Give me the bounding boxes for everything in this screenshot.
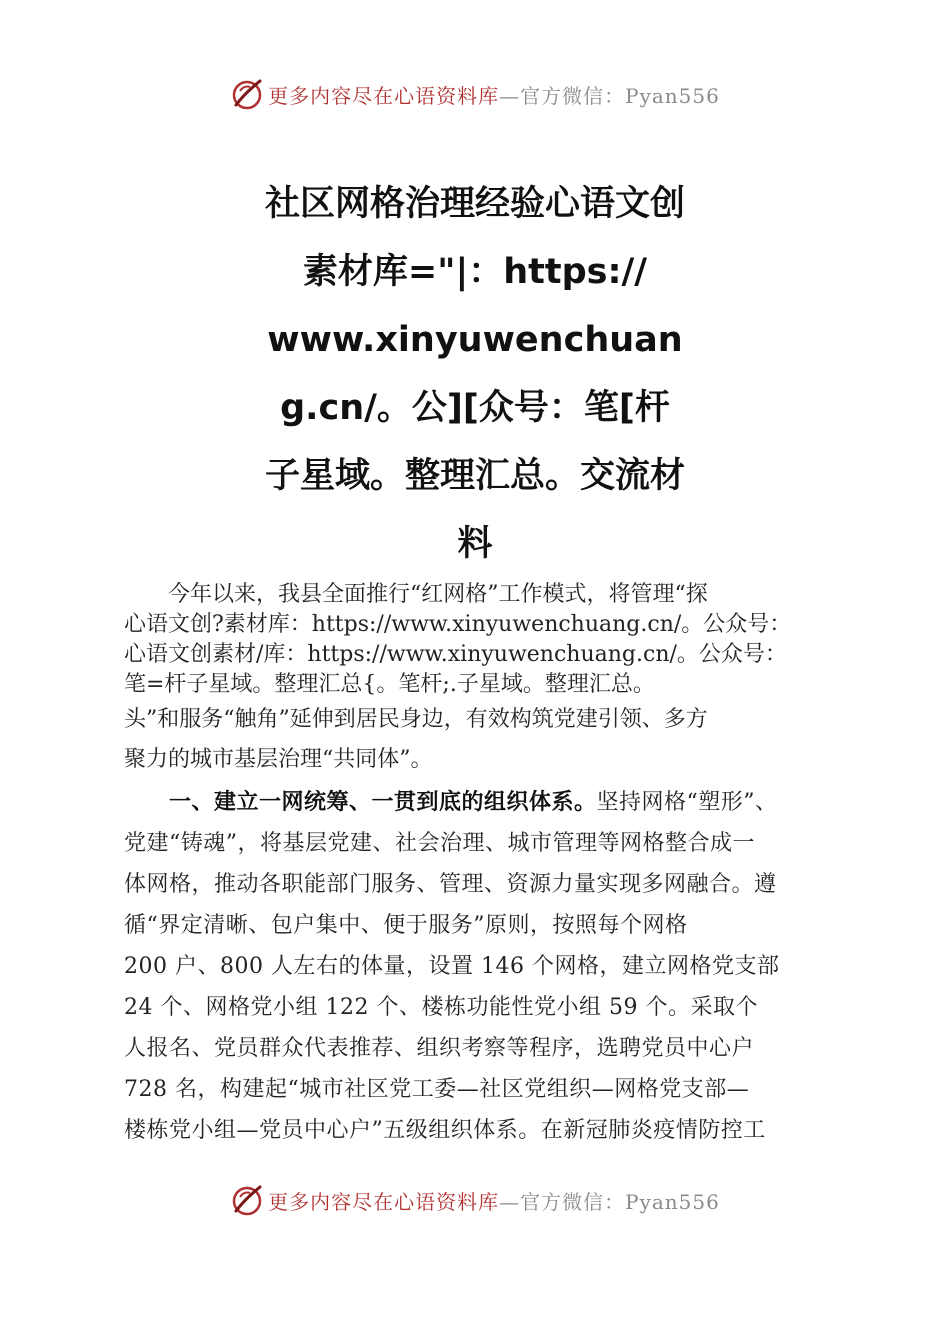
title-line: www.xinyuwenchuan [267,320,683,360]
intro-line: 聚力的城市基层治理“共同体”。 [124,747,433,772]
body-line: 24 个、网格党小组 122 个、楼栋功能性党小组 59 个。采取个 [124,995,758,1020]
section-text: 坚持网格“塑形”、 [596,790,778,815]
intro-line: 头”和服务“触角”延伸到居民身边，有效构筑党建引领、多方 [124,707,708,732]
intro-line: 心语文创素材/库：https://www.xinyuwenchuang.cn/。公众号： [124,642,787,667]
body-line: 728 名，构建起“城市社区党工委—社区党组织—网格党支部— [124,1077,750,1102]
section-heading: 一、建立一网统筹、一贯到底的组织体系。 [124,790,597,815]
intro-paragraph-continued [124,700,844,780]
banner-text [268,1186,720,1215]
brush-logo-icon [230,1183,264,1217]
body-line: 人报名、党员群众代表推荐、组织考察等程序，选聘党员中心户 [124,1036,755,1061]
section-1-first-line [124,782,844,823]
intro-paragraph [124,580,844,700]
banner-gray-text: —官方微信：Pyan556 [499,83,720,108]
intro-line: 心语文创?素材库：https://www.xinyuwenchuang.cn/。公众号： [124,612,792,637]
body-line: 200 户、800 人左右的体量，设置 146 个网格，建立网格党支部 [124,954,780,979]
brush-logo-icon [230,77,264,111]
body-line: 循“界定清晰、包户集中、便于服务”原则，按照每个网格 [124,913,688,938]
body-line: 党建“铸魂”，将基层党建、社会治理、城市管理等网格整合成一 [124,831,755,856]
banner-gray-text: —官方微信：Pyan556 [499,1189,720,1214]
section-1-paragraph [124,782,844,1151]
title-line: g.cn/。公][众号：笔[杆 [280,388,670,428]
footer-banner [0,1180,950,1220]
title-line: 料 [457,524,493,564]
title-line: 素材库="|：https:// [302,252,648,292]
intro-line: 笔=杆子星域。整理汇总{。笔杆;.子星域。整理汇总。 [124,672,655,697]
body-line: 体网格，推动各职能部门服务、管理、资源力量实现多网融合。遵 [124,872,777,897]
body-line: 楼栋党小组—党员中心户”五级组织体系。在新冠肺炎疫情防控工 [124,1118,766,1143]
header-banner [0,74,950,114]
banner-red-text: 更多内容尽在心语资料库 [268,1189,500,1214]
intro-line: 今年以来，我县全面推行“红网格”工作模式，将管理“探 [124,582,708,607]
title-line: 社区网格治理经验心语文创 [264,184,685,224]
banner-red-text: 更多内容尽在心语资料库 [268,83,500,108]
document-title [225,170,725,578]
title-line: 子星域。整理汇总。交流材 [264,456,685,496]
banner-text [268,80,720,109]
